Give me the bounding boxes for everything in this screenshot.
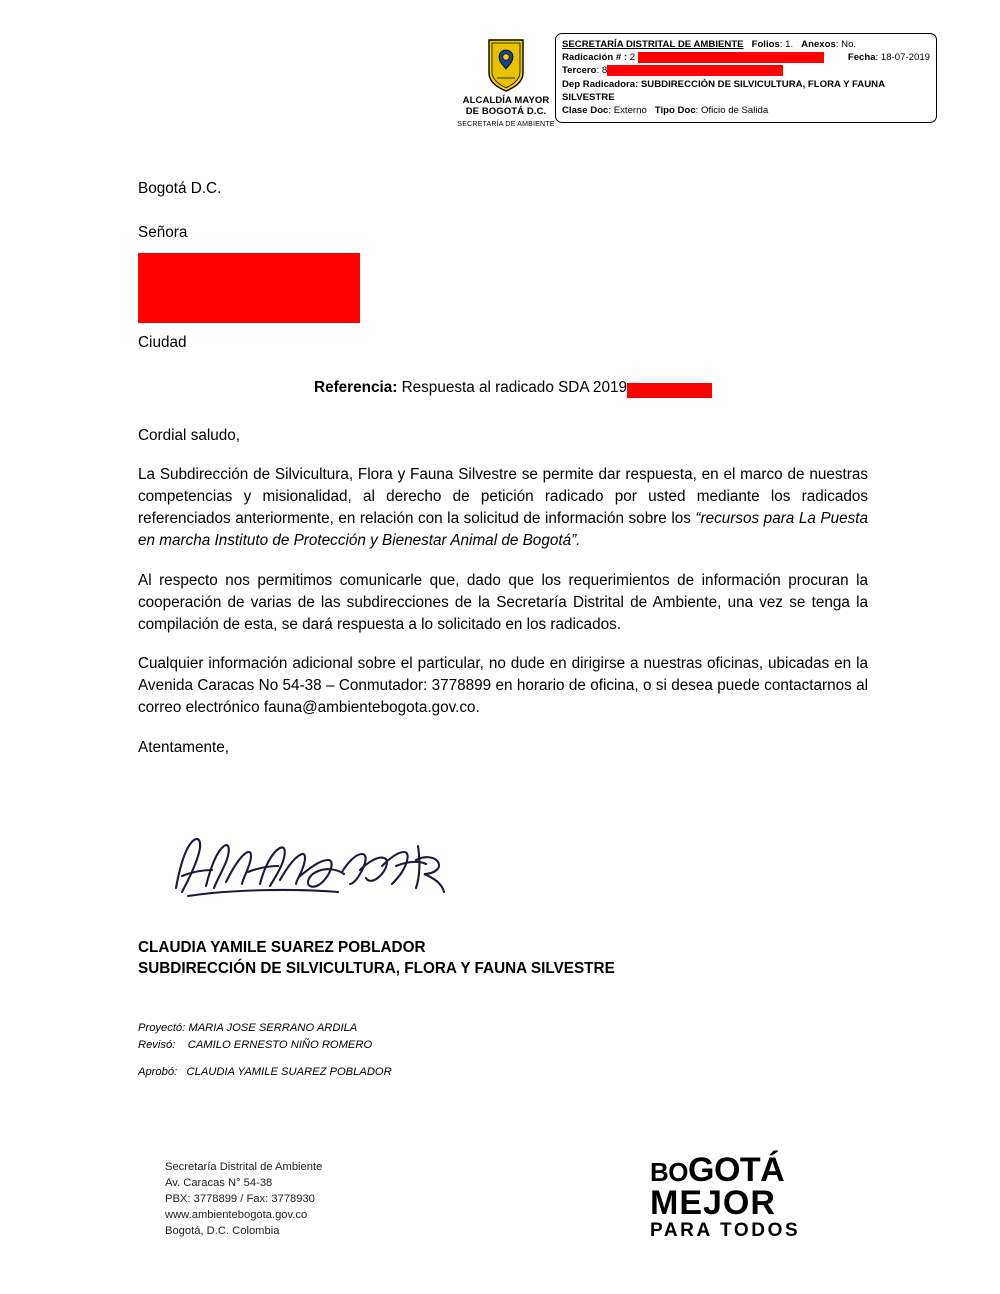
letter-body xyxy=(138,178,868,776)
trace-proyecto-value: MARIA JOSE SERRANO ARDILA xyxy=(188,1022,358,1034)
paragraph-1-quote: “recursos para La Puesta en marcha Instituto de Protección y Bienestar Animal de Bogotá”. xyxy=(138,510,868,550)
radicacion-redaction xyxy=(638,52,824,63)
stamp-entity: SECRETARÍA DISTRITAL DE AMBIENTE xyxy=(562,39,744,50)
folios-label: Folios xyxy=(751,39,780,50)
anexos-label: Anexos xyxy=(801,39,836,50)
reference-line xyxy=(138,377,868,399)
tercero-redaction xyxy=(607,65,783,76)
signature-block xyxy=(138,938,615,979)
trace-reviso-label: Revisó: xyxy=(138,1038,176,1051)
document-header xyxy=(457,33,937,128)
stamp-tercero-row xyxy=(562,64,930,77)
trace-proyecto xyxy=(138,1020,392,1037)
trace-aprobo xyxy=(138,1064,392,1081)
greeting: Cordial saludo, xyxy=(138,426,241,444)
fecha-value: : 18-07-2019 xyxy=(875,52,930,64)
bogota-coat-of-arms-icon xyxy=(483,37,529,93)
crest-subtitle: SECRETARÍA DE AMBIENTE xyxy=(457,120,555,128)
tercero-value: : 8 xyxy=(596,65,608,77)
signer-position: SUBDIRECCIÓN DE SILVICULTURA, FLORA Y FAUNA SILVESTRE xyxy=(138,959,615,977)
paragraph-1 xyxy=(138,464,868,553)
trace-aprobo-value: CLAUDIA YAMILE SUAREZ POBLADOR xyxy=(186,1065,392,1078)
closing: Atentamente, xyxy=(138,738,229,756)
recipient-name-redaction xyxy=(138,253,360,323)
clase-value: : Externo xyxy=(608,105,647,117)
reference-text: Respuesta al radicado SDA 2019 xyxy=(401,378,627,396)
reference-label: Referencia: xyxy=(314,378,398,396)
document-trace xyxy=(138,1020,392,1080)
crest-block xyxy=(457,33,555,128)
footer-line-3: PBX: 3778899 / Fax: 3778930 xyxy=(165,1192,315,1205)
recipient-title: Señora xyxy=(138,224,188,242)
radicacion-label: Radicación # : xyxy=(562,52,628,64)
radicacion-value: 2 xyxy=(629,52,636,64)
paragraph-2: Al respecto nos permitimos comunicarle que, dado que los requerimientos de información procuran la cooperación de varias de las subdirecciones de la Secretaría Distrital de Ambiente, una vez se tenga la compilación de esta, se dará respuesta a lo solicitado en los radicados. xyxy=(138,571,868,633)
footer-line-4[interactable]: www.ambientebogota.gov.co xyxy=(165,1208,308,1221)
reference-redaction xyxy=(627,383,712,398)
handwritten-signature-icon xyxy=(168,826,468,906)
stamp-doc-row xyxy=(562,104,930,117)
fecha-label: Fecha xyxy=(847,52,876,64)
folios-value: : 1. xyxy=(779,39,794,50)
crest-title: ALCALDÍA MAYOR DE BOGOTÁ D.C. xyxy=(462,95,550,117)
logo-word-gota: GOTÁ xyxy=(688,1151,785,1189)
paragraph-1-text: La Subdirección de Silvicultura, Flora y Fauna Silvestre se permite dar respuesta, en el marco de nuestras competencias y misionalidad, al derecho de petición radicado por usted mediante los radicados referenciados anteriormente, en relación con la solicitud de información sobre los xyxy=(138,465,868,528)
recipient-city: Ciudad xyxy=(138,334,187,352)
tipo-value: : Oficio de Salida xyxy=(695,105,769,117)
footer-line-2: Av. Caracas N° 54-38 xyxy=(165,1176,273,1189)
logo-line-3: PARA TODOS xyxy=(650,1220,801,1242)
dep-value-line2: SILVESTRE xyxy=(562,91,615,103)
stamp-entity-row xyxy=(562,38,930,51)
stamp-dep-row xyxy=(562,78,930,91)
stamp-radication-row xyxy=(562,51,930,64)
tercero-label: Tercero xyxy=(562,65,597,77)
logo-word-bo: BO xyxy=(650,1157,688,1187)
radication-stamp xyxy=(555,33,937,123)
dep-label: Dep Radicadora xyxy=(562,78,636,90)
logo-line-1 xyxy=(650,1151,850,1189)
trace-proyecto-label: Proyectó: xyxy=(138,1022,186,1034)
paragraph-3: Cualquier información adicional sobre el particular, no dude en dirigirse a nuestras oficinas, ubicadas en la Avenida Caracas No 54-38 – Conmutador: 3778899 en horario de oficina, o si desea puede contactarnos al correo electrónico fauna@ambientebogota.gov.co. xyxy=(138,655,868,717)
trace-aprobo-label: Aprobó: xyxy=(138,1065,178,1078)
city-date: Bogotá D.C. xyxy=(138,180,222,197)
footer-address xyxy=(165,1160,322,1240)
dep-value: : SUBDIRECCIÓN DE SILVICULTURA, FLORA Y FAUNA xyxy=(635,78,886,90)
trace-reviso xyxy=(138,1037,392,1054)
footer-line-1: Secretaría Distrital de Ambiente xyxy=(165,1161,323,1173)
clase-label: Clase Doc xyxy=(562,105,609,117)
logo-line-2: MEJOR xyxy=(650,1184,776,1223)
anexos-value: : No. xyxy=(835,39,857,50)
bogota-mejor-para-todos-logo xyxy=(650,1151,850,1242)
signer-name: CLAUDIA YAMILE SUAREZ POBLADOR xyxy=(138,939,426,956)
footer-line-5: Bogotá, D.C. Colombia xyxy=(165,1224,280,1237)
tipo-label: Tipo Doc xyxy=(654,105,696,117)
trace-reviso-value: CAMILO ERNESTO NIÑO ROMERO xyxy=(187,1038,373,1051)
stamp-dep-row-2 xyxy=(562,91,930,104)
